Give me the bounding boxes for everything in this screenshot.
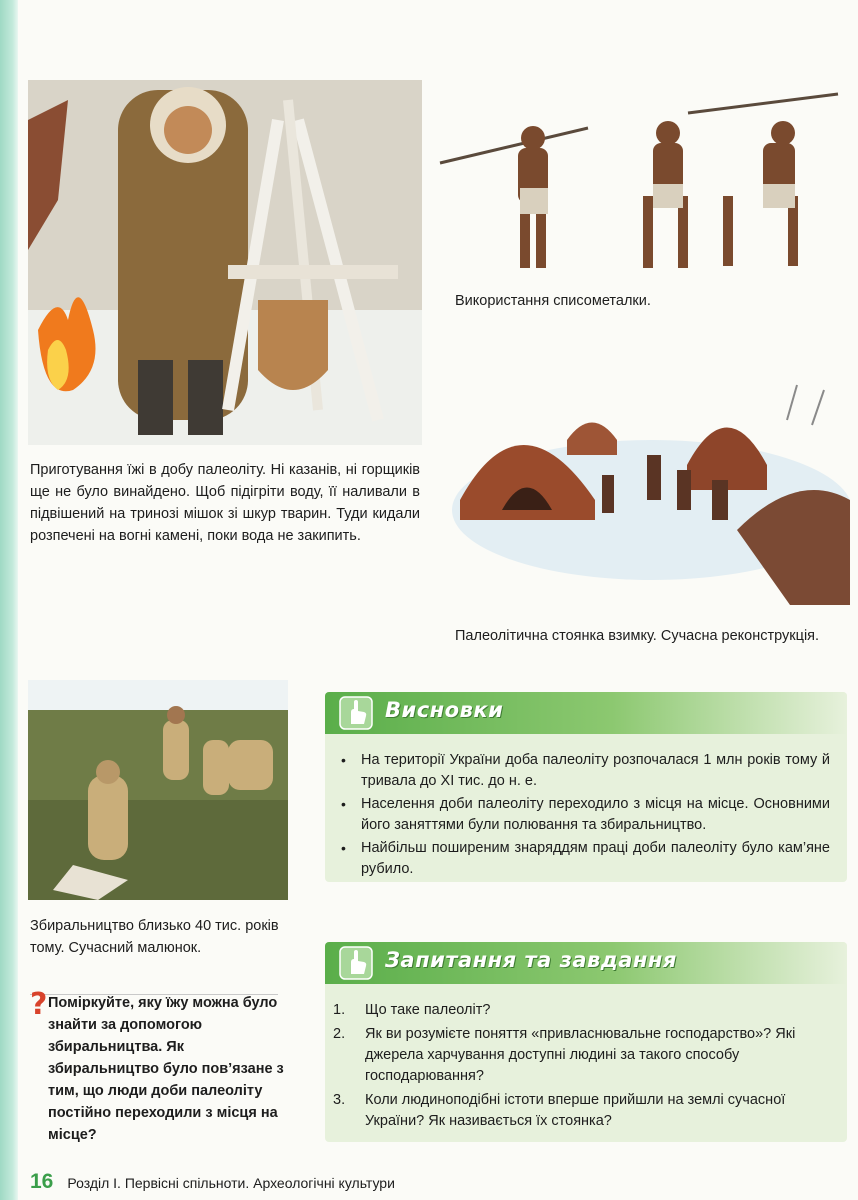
conclusions-title: Висновки bbox=[385, 698, 504, 722]
questions-list bbox=[333, 1000, 831, 1135]
questions-header bbox=[325, 942, 847, 984]
section-title: Розділ І. Первісні спільноти. Археологічні культури bbox=[67, 1175, 395, 1191]
caption-spear-thrower: Використання списометалки. bbox=[455, 293, 651, 309]
page-footer bbox=[30, 1170, 395, 1194]
think-text: Поміркуйте, яку їжу можна було знайти за допомогою збиральництва. Як збиральництво було пов’язане з тим, що люди доби палеоліту постійно переходили з місця на місце? bbox=[48, 995, 284, 1143]
caption-cooking: Приготування їжі в добу палеоліту. Ні казанів, ні горщиків ще не було винайдено. Щоб підігріти воду, її наливали в підвішений на тринозі мішок зі шкур тварин. Туди кидали розпечені на вогні камені, поки вода не закипить. bbox=[30, 462, 420, 544]
questions-title: Запитання та завдання bbox=[385, 948, 677, 972]
page-margin-strip bbox=[0, 0, 18, 1200]
illustration-cooking bbox=[28, 80, 422, 445]
hand-pointer-icon bbox=[339, 696, 373, 730]
conclusions-box bbox=[325, 692, 847, 882]
list-item: • На території України доба палеоліту розпочалася 1 млн років тому й тривала до ХІ тис. до н. е. bbox=[341, 752, 830, 789]
page-number: 16 bbox=[30, 1170, 54, 1193]
hand-pointer-icon bbox=[339, 946, 373, 980]
illustration-spear-thrower bbox=[438, 88, 850, 278]
question-mark-icon: ? bbox=[30, 987, 48, 1022]
list-item: 2. Як ви розумієте поняття «привласнювальне господарство»? Які джерела харчування доступні людині за такого способу господарювання? bbox=[333, 1026, 796, 1084]
illustration-gathering bbox=[28, 680, 288, 900]
list-item: • Населення доби палеоліту переходило з місця на місце. Основними його заняттями були полювання та збиральництво. bbox=[341, 796, 830, 833]
questions-box bbox=[325, 942, 847, 1142]
illustration-winter-camp bbox=[452, 380, 850, 605]
caption-gathering: Збиральництво близько 40 тис. років тому. Сучасний малюнок. bbox=[30, 918, 279, 956]
conclusions-list bbox=[335, 750, 830, 882]
list-item: 3. Коли людиноподібні істоти вперше прийшли на землі сучасної України? Як називається їх стоянка? bbox=[333, 1092, 786, 1129]
caption-winter-camp: Палеолітична стоянка взимку. Сучасна реконструкція. bbox=[455, 628, 820, 644]
list-item: • Найбільш поширеним знаряддям праці доби палеоліту було кам’яне рубило. bbox=[341, 840, 830, 877]
list-item: 1. Що таке палеоліт? bbox=[333, 1002, 491, 1018]
conclusions-header bbox=[325, 692, 847, 734]
